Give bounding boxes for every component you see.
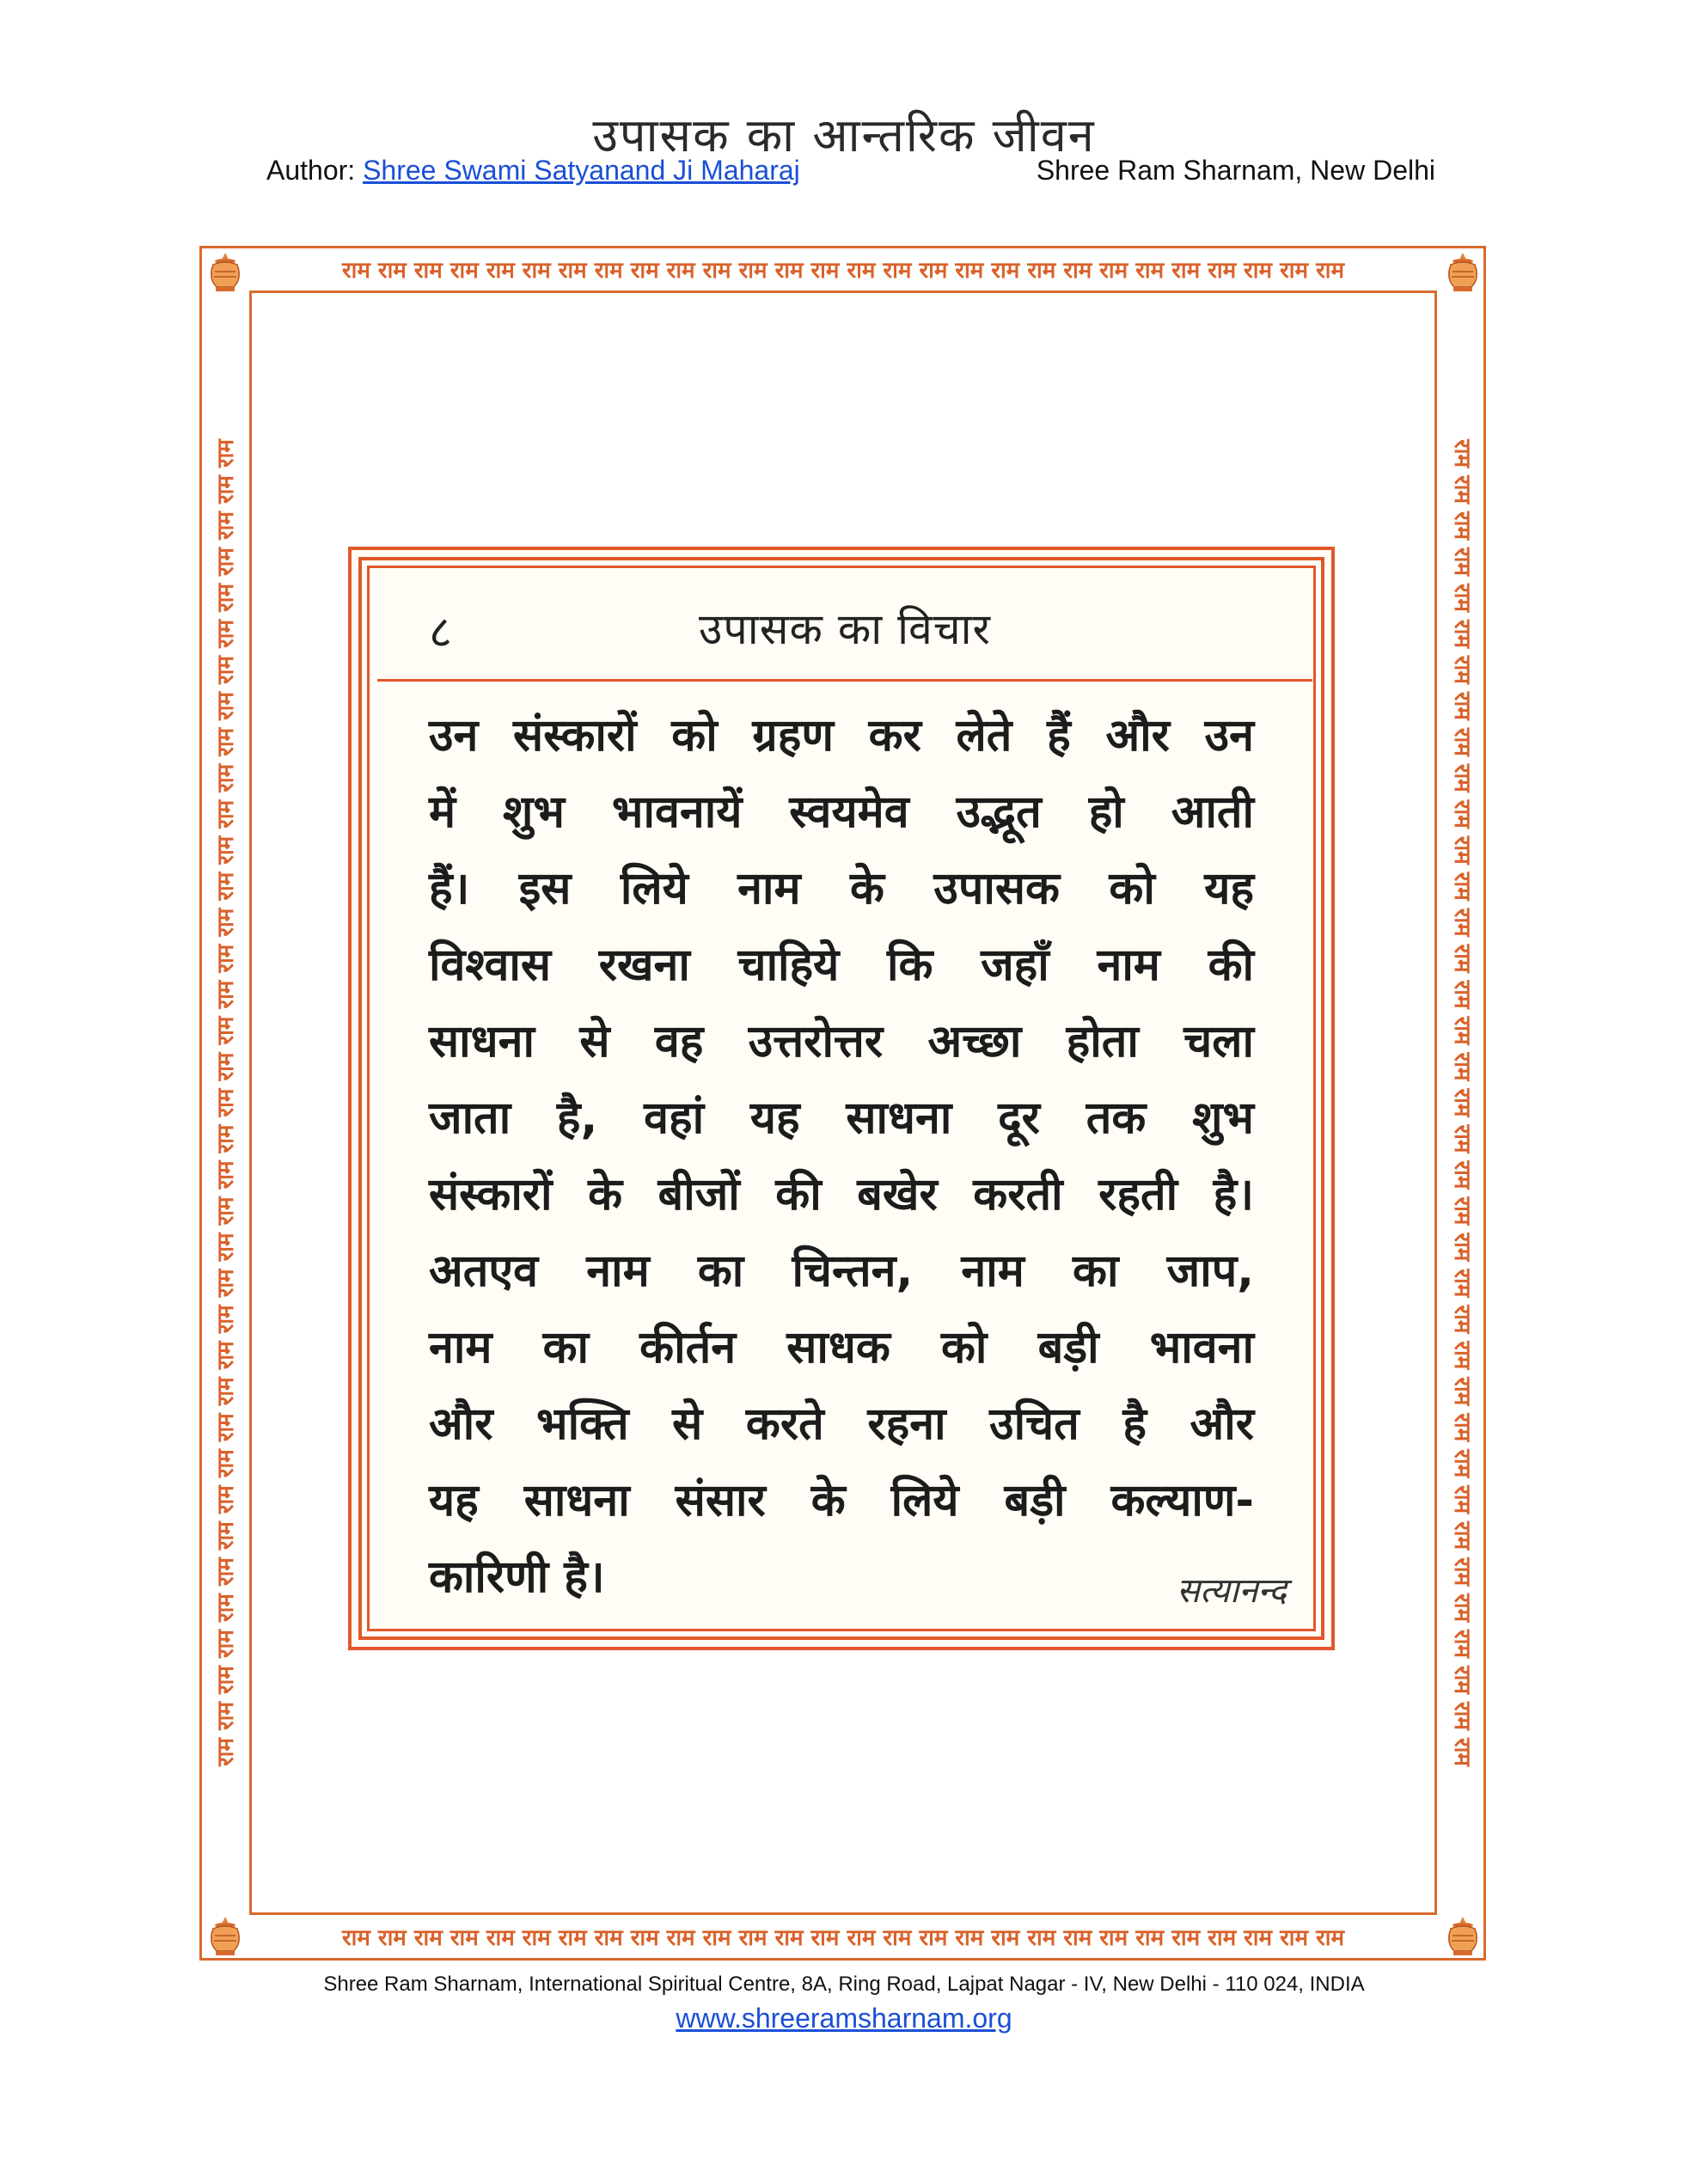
border-text-top: राम राम राम राम राम राम राम राम राम राम राम राम राम राम राम राम राम राम राम राम राम राम राम राम राम राम राम राम <box>341 258 1345 284</box>
signature: सत्यानन्द <box>1177 1571 1287 1611</box>
text-line: हैं। इस लिये नाम के उपासक को यह <box>429 863 1254 915</box>
card-header <box>377 576 1312 682</box>
kalash-icon <box>1440 1913 1485 1958</box>
footer-address: Shree Ram Sharnam, International Spiritual Centre, 8A, Ring Road, Lajpat Nagar - IV, New Delhi - 110 024, INDIA <box>323 1973 1365 1996</box>
card-title: उपासक का विचार <box>699 604 991 654</box>
author-info <box>266 155 800 187</box>
text-line: जाता है, वहां यह साधना दूर तक शुभ <box>429 1092 1254 1144</box>
footer-url-link[interactable]: www.shreeramsharnam.org <box>676 2003 1012 2034</box>
border-text-left-content: राम राम राम राम राम राम राम राम राम राम राम राम राम राम राम राम राम राम राम राम राम राम राम राम राम राम राम राम राम राम राम राम राम राम राम राम राम <box>213 439 239 1766</box>
border-text-left <box>205 291 248 1915</box>
border-text-bottom: राम राम राम राम राम राम राम राम राम राम राम राम राम राम राम राम राम राम राम राम राम राम राम राम राम राम राम राम <box>341 1925 1345 1951</box>
text-line: विश्वास रखना चाहिये कि जहाँ नाम की <box>429 939 1254 991</box>
kalash-icon <box>203 249 248 294</box>
text-line: कारिणी है। <box>429 1551 605 1603</box>
scanned-page-card <box>348 547 1335 1650</box>
border-text-right <box>1440 291 1483 1915</box>
text-line: अतएव नाम का चिन्तन, नाम का जाप, <box>429 1245 1254 1297</box>
text-line: संस्कारों के बीजों की बखेर करती रहती है। <box>429 1169 1254 1220</box>
document-title: उपासक का आन्तरिक जीवन <box>592 108 1096 162</box>
author-link[interactable]: Shree Swami Satyanand Ji Maharaj <box>363 155 800 186</box>
author-label: Author: <box>266 155 356 186</box>
footer-url-container <box>0 2003 1688 2034</box>
text-line: उन संस्कारों को ग्रहण कर लेते हैं और उन <box>429 710 1254 762</box>
text-line: साधना से वह उत्तरोत्तर अच्छा होता चला <box>429 1016 1254 1068</box>
page-number: ८ <box>429 607 453 658</box>
publisher-label: Shree Ram Sharnam, New Delhi <box>1036 155 1435 186</box>
border-text-right-content: राम राम राम राम राम राम राम राम राम राम राम राम राम राम राम राम राम राम राम राम राम राम राम राम राम राम राम राम राम राम राम राम राम राम राम राम राम <box>1449 439 1475 1766</box>
card-body-text <box>429 698 1254 1616</box>
kalash-icon <box>1440 249 1485 294</box>
text-line: नाम का कीर्तन साधक को बड़ी भावना <box>429 1322 1254 1373</box>
text-line: और भक्ति से करते रहना उचित है और <box>429 1398 1254 1450</box>
text-line: यह साधना संसार के लिये बड़ी कल्याण- <box>429 1475 1254 1526</box>
text-line: में शुभ भावनायें स्वयमेव उद्भूत हो आती <box>429 786 1254 838</box>
kalash-icon <box>203 1913 248 1958</box>
author-line <box>266 155 1435 198</box>
